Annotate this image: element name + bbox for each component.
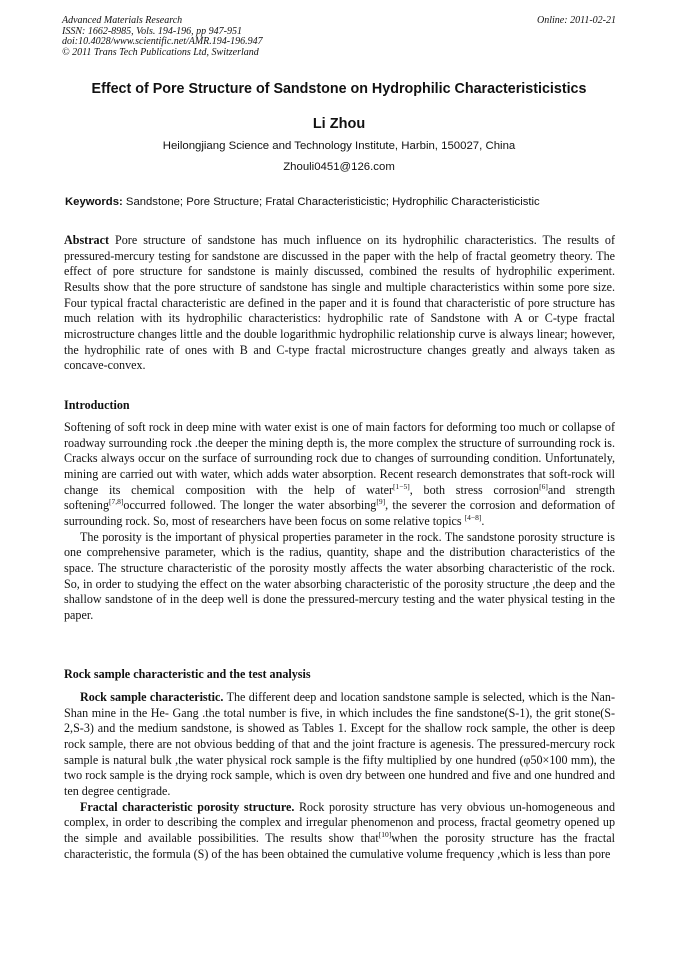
introduction-body xyxy=(64,420,615,624)
keywords xyxy=(65,196,625,208)
intro-paragraph-2: The porosity is the important of physical properties parameter in the rock. The sandstone porosity structure is one comprehensive parameter, which is the radius, quantity, shape and the distribution characteristics of the space. The structure characteristic of the porosity mostly affects the water absorbing characteristic of the rock. So, in order to studying the effect on the water absorbing characteristic of the porosity structure ,the deep and the shallow sandstone of in the deep well is done the pressured-mercury testing and the water physical testing in the paper. xyxy=(64,529,615,622)
introduction-heading: Introduction xyxy=(64,398,130,412)
copyright-line: © 2011 Trans Tech Publications Ltd, Switzerland xyxy=(62,46,259,58)
keywords-text: Sandstone; Pore Structure; Fratal Characteristicistic; Hydrophilic Characteristicistic xyxy=(125,196,540,208)
citation: [10] xyxy=(378,829,392,839)
journal-name: Advanced Materials Research xyxy=(62,15,183,26)
citation: [9] xyxy=(376,497,386,507)
online-date: Online: 2011-02-21 xyxy=(537,15,616,26)
intro-paragraph-1: Softening of soft rock in deep mine with water exist is one of main factors for deforming too much or collapse of roadway surrounding rock .the deeper the mining depth is, the more complex the structure of surrounding rock is. Cracks always occur on the surface of surrounding rock due to changes of surrounding condition. Unfortunately, mining are carried out with water, which adds water absorption. Recent research demonstrates that soft-rock will change its chemical composition with the help of water[1−5], both stress corrosion[6]and strength softening[7,8]occurred followed. The longer the water absorbing[9], the severer the corrosion and deformation of surrounding rock. So, most of researchers have been focus on some relative topics [4−8]. xyxy=(64,420,615,528)
citation: [1−5] xyxy=(393,481,410,491)
subsection-label: Fractal characteristic porosity structure. xyxy=(80,799,295,814)
rock-paragraph-2: Fractal characteristic porosity structure. Rock porosity structure has very obvious un-homogeneous and complex, in order to describing the complex and irregular phenomenon and process, fractal geometry opened up the simple and available possibilities. The results show that[10]when the porosity structure has the fractal characteristic, the formula (S) of the has been obtained the cumulative volume frequency ,which is less than pore xyxy=(64,799,616,861)
journal-header xyxy=(62,16,616,58)
abstract-text: Pore structure of sandstone has much influence on its hydrophilic characteristics. The results of pressured-mercury testing for sandstone are discussed in the paper with the help of fractal geometry theory. The effect of pore structure for sandstone is mainly discussed, combined the results of hydrophilic experiment. Results show that the pore structure of sandstone has single and multiple characteristics within some pore size. Four typical fractal characteristic are defined in the paper and it is found that characteristic of pore structure has much relation with its hydrophilic characteristics: hydrophilic rate of Sandstone with A or C-type fractal microstructure changes little and the double logarithmic hydrophilic relationship curve is always linear; however, the hydrophilic rate of ones with B and C-type fractal microstructure changes greatly and always taken as concave-convex. xyxy=(64,233,615,373)
subsection-label: Rock sample characteristic. xyxy=(80,690,224,704)
citation: [4−8] xyxy=(464,512,482,522)
citation: [7,8] xyxy=(109,497,124,507)
author-email: Zhouli0451@126.com xyxy=(283,161,395,173)
section-heading: Rock sample characteristic and the test analysis xyxy=(64,667,311,681)
issn-line: ISSN: 1662-8985, Vols. 194-196, pp 947-951 xyxy=(62,25,242,37)
keywords-label: Keywords: xyxy=(65,196,123,208)
citation: [6] xyxy=(539,481,548,491)
section-body xyxy=(64,690,615,862)
doi-line: doi:10.4028/www.scientific.net/AMR.194-196.947 xyxy=(62,36,263,47)
rock-paragraph-1: Rock sample characteristic. The different deep and location sandstone sample is selected, which is the Nan-Shan mine in the He- Gang .the total number is five, in which includes the fine sandstone(S-1), the grit stone(S-2,S-3) and the medium sandstone, is showed as Tables 1. Except for the shallow rock sample, the other is deep rock sample, there are not obvious bedding of that and the joint fracture is agenesis. The pressured-mercury rock sample is natural bulk ,the water physical rock sample is the fifty multiplied by one hundred (φ50×100 mm), the two rock sample is the drying rock sample, which is oven dry between one hundred and five and one hundred and ten degree centigrade. xyxy=(64,690,615,798)
author-name: Li Zhou xyxy=(312,116,366,132)
abstract xyxy=(64,233,615,374)
abstract-label: Abstract xyxy=(64,233,110,247)
paper-title: Effect of Pore Structure of Sandstone on Hydrophilic Characteristicistics xyxy=(91,81,587,97)
affiliation: Heilongjiang Science and Technology Institute, Harbin, 150027, China xyxy=(162,140,516,152)
